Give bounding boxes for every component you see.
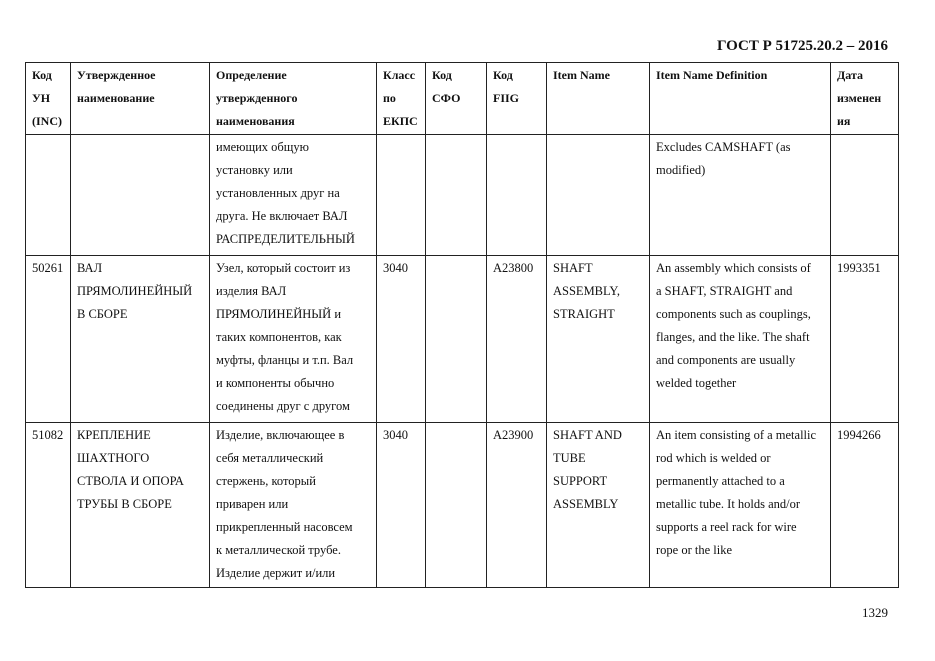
cell-date: 1994266	[831, 423, 899, 588]
cell-definition: Узел, который состоит из изделия ВАЛ ПРЯМОЛИНЕЙНЫЙ и таких компонентов, как муфты, фланцы и т.п. Вал и компоненты обычно соединены друг с другом	[210, 256, 377, 423]
cell-class: 3040	[377, 423, 426, 588]
document-title: ГОСТ Р 51725.20.2 – 2016	[716, 38, 888, 54]
cell-fiig: A23900	[487, 423, 547, 588]
table-header-row	[26, 63, 899, 135]
cell-code: 50261	[26, 256, 71, 423]
table-row	[26, 135, 899, 256]
cell-code	[26, 135, 71, 256]
cell-definition: имеющих общую установку или установленных друг на друга. Не включает ВАЛ РАСПРЕДЕЛИТЕЛЬНЫЙ	[210, 135, 377, 256]
cell-item-definition: An item consisting of a metallic rod which is welded or permanently attached to a metallic tube. It holds and/or supports a reel rack for wire rope or the like	[650, 423, 831, 588]
table-row	[26, 256, 899, 423]
page-number: 1329	[862, 605, 888, 620]
col-header-definition: Определение утвержденного наименования	[210, 63, 377, 135]
cell-name: КРЕПЛЕНИЕ ШАХТНОГО СТВОЛА И ОПОРА ТРУБЫ В СБОРЕ	[71, 423, 210, 588]
cell-item-name	[547, 135, 650, 256]
cell-sfo	[426, 256, 487, 423]
cell-sfo	[426, 423, 487, 588]
table-row	[26, 423, 899, 588]
cell-definition: Изделие, включающее в себя металлический стержень, который приварен или прикрепленный насовсем к металлической трубе. Изделие держит и/или	[210, 423, 377, 588]
cell-date	[831, 135, 899, 256]
cell-code: 51082	[26, 423, 71, 588]
col-header-code: Код УН (INC)	[26, 63, 71, 135]
col-header-name: Утвержденное наименование	[71, 63, 210, 135]
cell-fiig: A23800	[487, 256, 547, 423]
col-header-fiig: Код FIIG	[487, 63, 547, 135]
cell-name	[71, 135, 210, 256]
col-header-sfo: Код СФО	[426, 63, 487, 135]
cell-item-definition: Excludes CAMSHAFT (as modified)	[650, 135, 831, 256]
cell-sfo	[426, 135, 487, 256]
cell-class: 3040	[377, 256, 426, 423]
col-header-class: Класс по ЕКПС	[377, 63, 426, 135]
cell-class	[377, 135, 426, 256]
col-header-date: Дата изменен ия	[831, 63, 899, 135]
cell-name: ВАЛ ПРЯМОЛИНЕЙНЫЙ В СБОРЕ	[71, 256, 210, 423]
col-header-item-definition: Item Name Definition	[650, 63, 831, 135]
cell-item-name: SHAFT ASSEMBLY, STRAIGHT	[547, 256, 650, 423]
catalog-table	[25, 62, 899, 588]
cell-item-name: SHAFT AND TUBE SUPPORT ASSEMBLY	[547, 423, 650, 588]
col-header-item-name: Item Name	[547, 63, 650, 135]
cell-item-definition: An assembly which consists of a SHAFT, STRAIGHT and components such as couplings, flanges, and the like. The shaft and components are usually welded together	[650, 256, 831, 423]
cell-fiig	[487, 135, 547, 256]
cell-date: 1993351	[831, 256, 899, 423]
